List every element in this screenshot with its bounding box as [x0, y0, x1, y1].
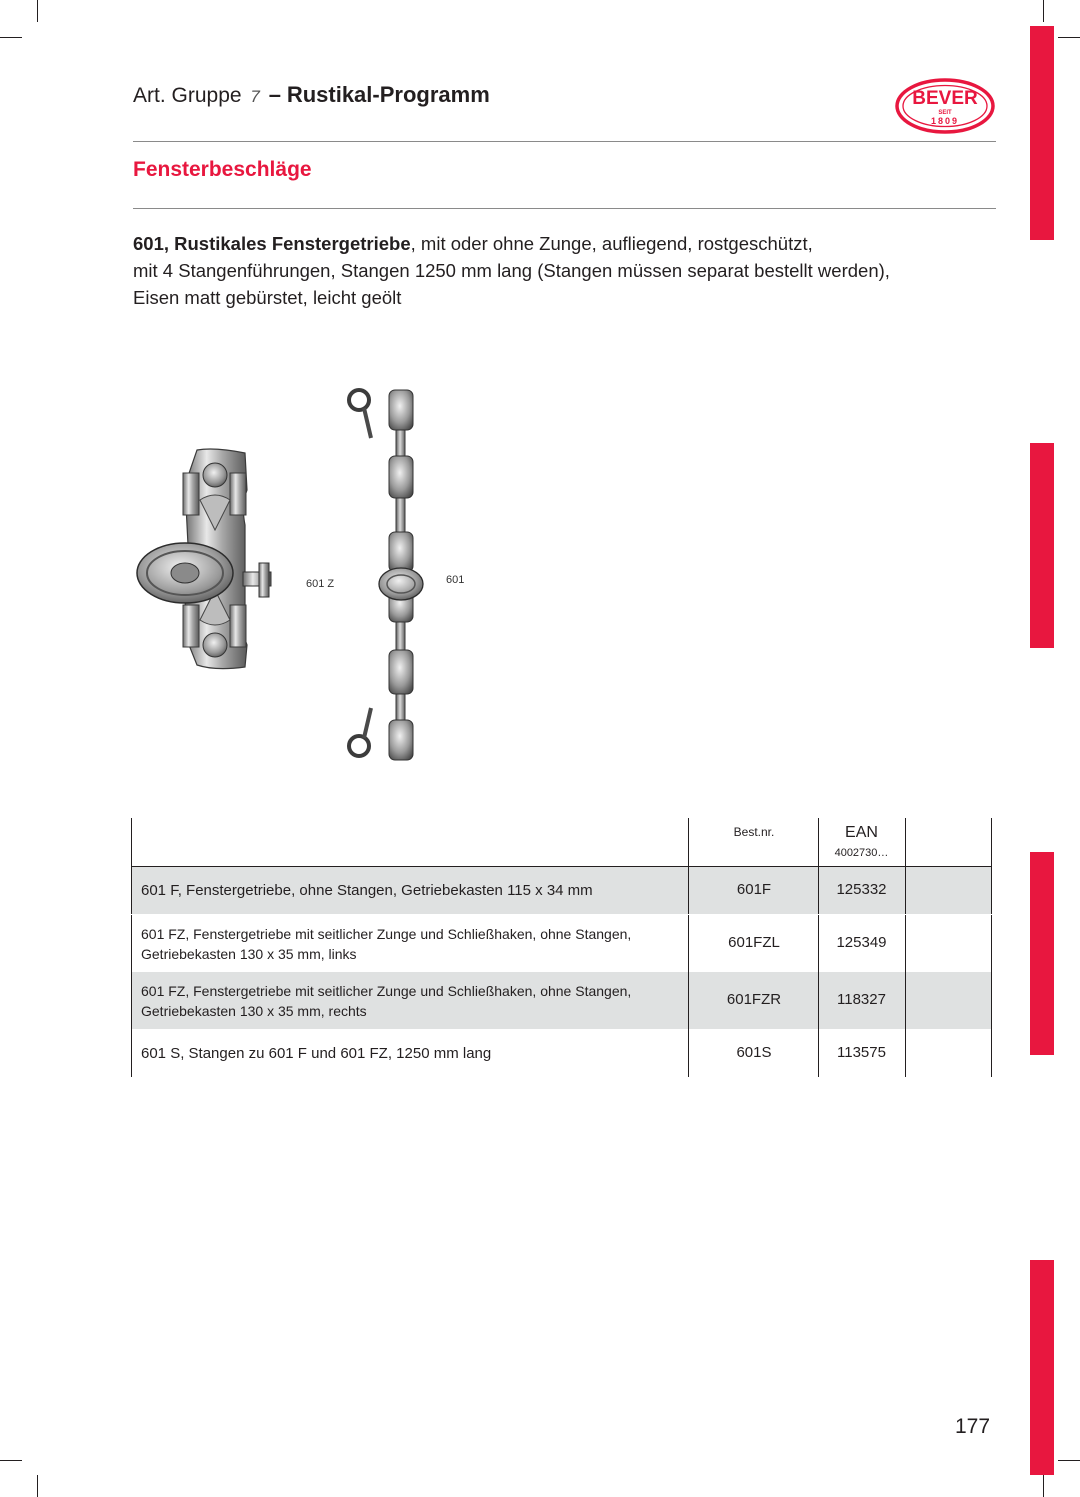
row-description [141, 924, 686, 964]
row-description [141, 981, 686, 1021]
group-number: 7 [250, 87, 260, 106]
product-desc-line3: Eisen matt gebürstet, leicht geölt [133, 287, 402, 308]
crop-mark [37, 1475, 38, 1497]
header-ean-prefix: 4002730… [834, 847, 889, 859]
row-desc-line: 601 FZ, Fenstergetriebe mit seitlicher Zunge und Schließhaken, ohne Stangen, [141, 926, 632, 942]
row-ean: 113575 [837, 1044, 886, 1061]
crop-mark [1043, 1475, 1044, 1497]
crop-mark [0, 37, 22, 38]
product-desc-line1: , mit oder ohne Zunge, aufliegend, rostgeschützt, [410, 233, 813, 254]
logo-brand: BEVER [912, 88, 978, 109]
row-ean: 118327 [837, 991, 886, 1008]
section-rule [133, 208, 996, 209]
table-border [905, 818, 906, 1077]
product-description [133, 230, 1013, 311]
row-ean: 125332 [836, 881, 887, 898]
crop-mark [0, 1460, 22, 1461]
header-ean: EAN [845, 824, 878, 841]
logo-since: SEIT [938, 110, 952, 116]
crop-mark [37, 0, 38, 22]
product-image-601 [344, 386, 444, 764]
row-desc-line: Getriebekasten 130 x 35 mm, links [141, 946, 357, 962]
header-rule [133, 141, 996, 142]
image-label-601: 601 [446, 574, 465, 586]
side-tab [1030, 26, 1054, 240]
row-desc-line: Getriebekasten 130 x 35 mm, rechts [141, 1003, 367, 1019]
row-desc-line: 601 FZ, Fenstergetriebe mit seitlicher Zunge und Schließhaken, ohne Stangen, [141, 983, 632, 999]
group-prefix: Art. Gruppe [133, 84, 242, 107]
image-label-601z: 601 Z [306, 578, 335, 590]
bever-logo [895, 78, 995, 134]
table-header-rule [131, 866, 992, 867]
group-dash: – [268, 82, 281, 107]
side-tab [1030, 443, 1054, 648]
table-row-rule [131, 914, 992, 915]
product-desc-line2: mit 4 Stangenführungen, Stangen 1250 mm lang (Stangen müssen separat bestellt werden), [133, 260, 890, 281]
side-tab [1030, 852, 1054, 1055]
row-desc-line: 601 F, Fenstergetriebe, ohne Stangen, Getriebekasten 115 x 34 mm [141, 882, 593, 899]
product-heading: 601, Rustikales Fenstergetriebe [133, 233, 411, 254]
page-number: 177 [955, 1415, 991, 1438]
crop-mark [1043, 0, 1044, 22]
row-code: 601S [736, 1044, 772, 1061]
group-heading [133, 82, 490, 108]
row-description [141, 881, 686, 901]
product-image-601z [135, 445, 275, 670]
header-best-nr: Best.nr. [733, 825, 775, 839]
product-table [131, 818, 992, 1077]
logo-year: 1809 [930, 116, 960, 126]
crop-mark [1058, 37, 1080, 38]
row-description [141, 1044, 686, 1064]
side-tab [1030, 1260, 1054, 1475]
row-desc-line: 601 S, Stangen zu 601 F und 601 FZ, 1250 mm lang [141, 1045, 492, 1062]
group-title: Rustikal-Programm [286, 82, 490, 107]
row-code: 601FZL [728, 934, 780, 951]
table-border [131, 818, 132, 1077]
row-code: 601F [736, 881, 772, 898]
crop-mark [1058, 1460, 1080, 1461]
section-title: Fensterbeschläge [133, 158, 312, 181]
table-border [991, 818, 992, 1077]
row-code: 601FZR [726, 991, 782, 1008]
row-ean: 125349 [836, 934, 887, 951]
